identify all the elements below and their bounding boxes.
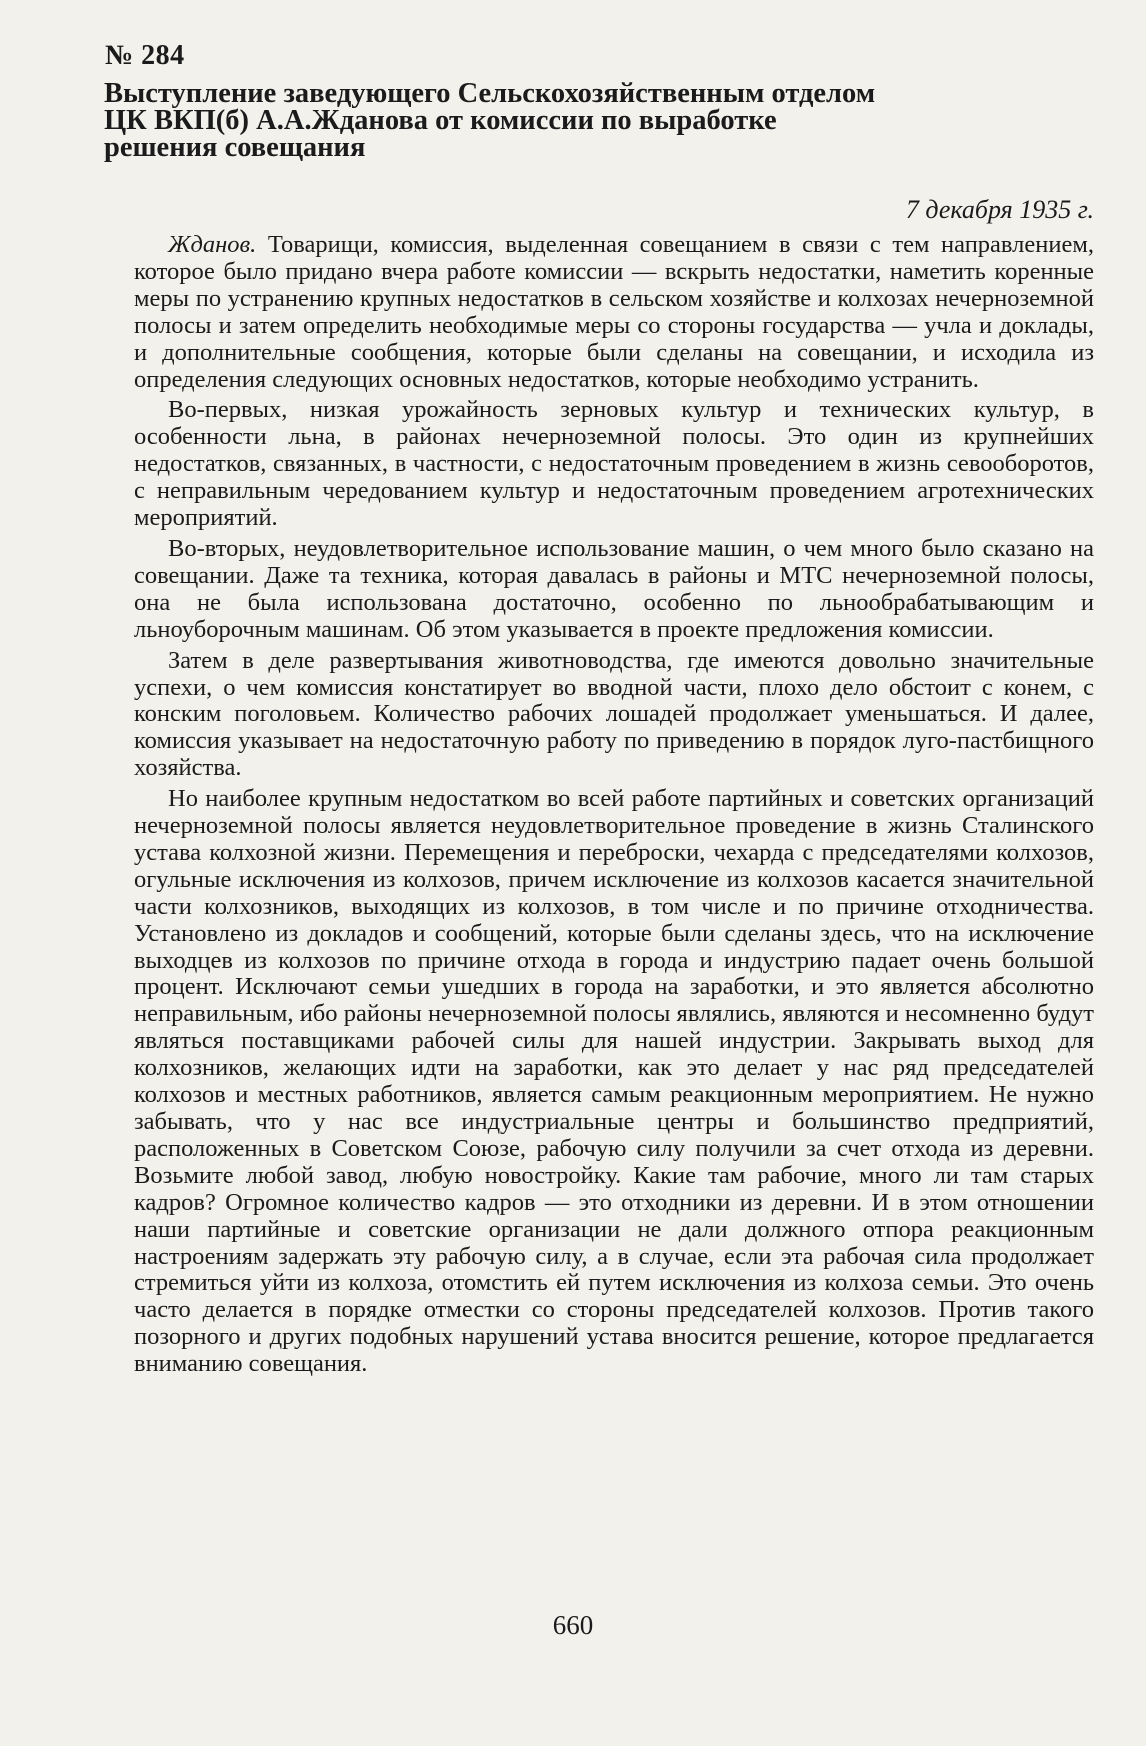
paragraph-text: Товарищи, комиссия, выделенная совещанием в связи с тем направлением, которое было придано вчера работе комиссии — вскрыть недостатки, наметить коренные меры по устранению крупных недостатков в сельском хозяйстве и колхозах нечерноземной полосы и затем определить необходимые меры со стороны государства — учла и доклады, и дополнительные сообщения, которые были сделаны на совещании, и исходила из определения следующих основных недостатков, которые необходимо устранить. [134, 231, 1094, 393]
document-date: 7 декабря 1935 г. [905, 195, 1094, 224]
paragraph: Затем в деле развертывания животноводства, где имеются довольно значительные успехи, о чем комиссия констатирует во вводной части, плохо дело обстоит с конем, с конским поголовьем. Количество рабочих лошадей продолжает уменьшаться. И далее, комиссия указывает на недостаточную работу по приведению в порядок луго-пастбищного хозяйства. [134, 646, 1094, 782]
title-line: решения совещания [104, 132, 366, 163]
document-number: № 284 [105, 40, 185, 71]
document-title [104, 80, 1004, 161]
speaker-name: Жданов. [168, 231, 257, 258]
page-number: 660 [552, 1610, 594, 1640]
paragraph: Во-первых, низкая урожайность зерновых культур и технических культур, в особенности льна, в районах нечерноземной полосы. Это один из крупнейших недостатков, связанных, в частности, с недостаточным проведением в жизнь севооборотов, с неправильным чередованием культур и недостаточным проведением агротехнических мероприятий. [134, 396, 1094, 532]
title-line: Выступление заведующего Сельскохозяйственным отделом [104, 78, 876, 109]
paragraph: Во-вторых, неудовлетворительное использование машин, о чем много было сказано на совещании. Даже та техника, которая давалась в районы и МТС нечерноземной полосы, она не была использована достаточно, особенно по льнообрабатывающим и льноуборочным машинам. Об этом указывается в проекте предложения комиссии. [134, 534, 1094, 643]
paragraph [134, 232, 1094, 393]
title-line: ЦК ВКП(б) А.А.Жданова от комиссии по выработке [104, 105, 777, 136]
document-body [134, 232, 1094, 1382]
paragraph: Но наиболее крупным недостатком во всей работе партийных и советских организаций нечерноземной полосы является неудовлетворительное проведение в жизнь Сталинского устава колхозной жизни. Перемещения и переброски, чехарда с председателями колхозов, огульные исключения из колхозов, причем исключение из колхозов касается значительной части колхозников, выходящих из колхозов, в том числе и по причине отходничества. Установлено из докладов и сообщений, которые были сделаны здесь, что на исключение выходцев из колхозов по причине отхода в города и индустрию падает очень большой процент. Исключают семьи ушедших в города на заработки, и это является абсолютно неправильным, ибо районы нечерноземной полосы являлись, являются и несомненно будут являться поставщиками рабочей силы для нашей индустрии. Закрывать выход для колхозников, желающих идти на заработки, как это делает у нас ряд председателей колхозов и местных работников, является самым реакционным мероприятием. Не нужно забывать, что у нас все индустриальные центры и большинство предприятий, расположенных в Советском Союзе, рабочую силу получили за счет отхода из деревни. Возьмите любой завод, любую новостройку. Какие там рабочие, много ли там старых кадров? Огромное количество кадров — это отходники из деревни. И в этом отношении наши партийные и советские организации не дали должного отпора реакционным настроениям задержать эту рабочую силу, а в случае, если эта рабочая сила продолжает стремиться уйти из колхоза, отомстить ей путем исключения из колхоза семьи. Это очень часто делается в порядке отместки со стороны председателей колхозов. Против такого позорного и других подобных нарушений устава вносится решение, которое предлагается вниманию совещания. [134, 785, 1094, 1378]
